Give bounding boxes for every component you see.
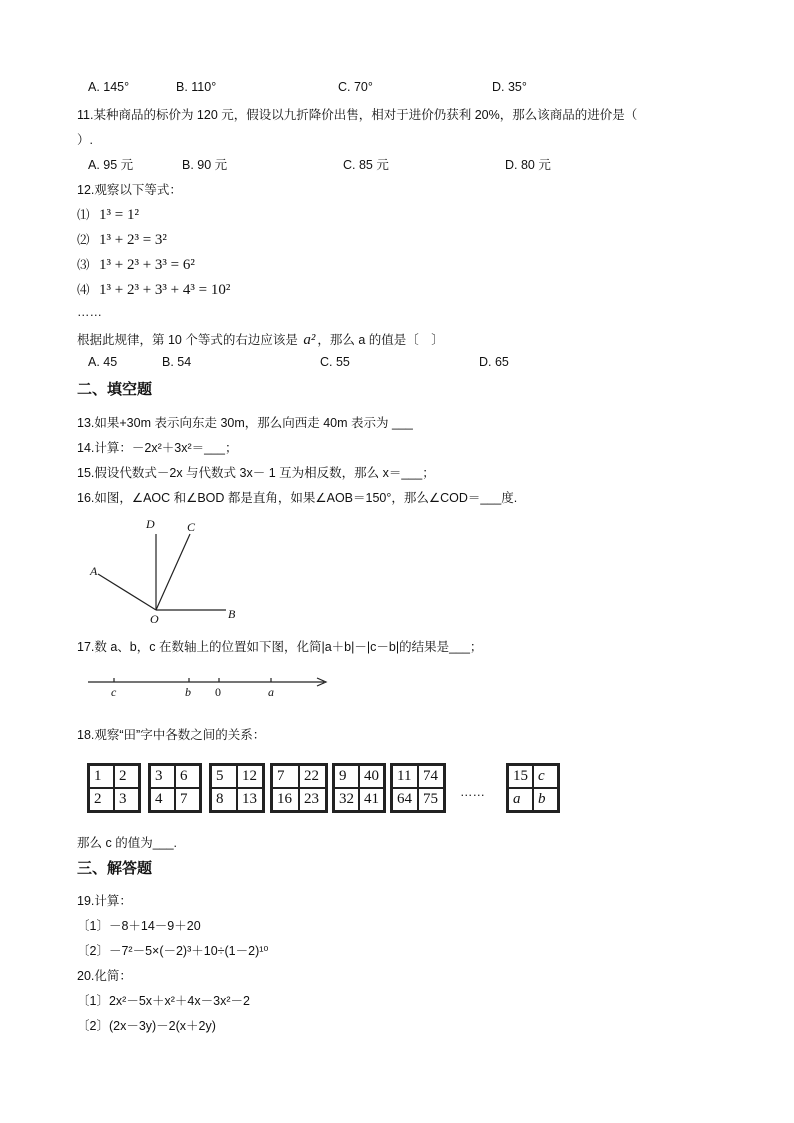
grid-cell: 11 [392, 765, 418, 788]
q12-item-2 [77, 230, 167, 249]
label-o: O [150, 612, 159, 626]
grid-cell: 9 [334, 765, 359, 788]
q10-option-d: D. 35° [492, 80, 527, 94]
q12-item-expr: 1³ + 2³ = 3² [99, 232, 167, 248]
q12-item-label: ⑴ [77, 208, 90, 222]
grid-cell: 8 [211, 788, 237, 811]
grid-cell: 75 [418, 788, 444, 811]
grid-cell: 12 [237, 765, 263, 788]
grid-cell: 6 [175, 765, 200, 788]
label-c: c [111, 685, 117, 699]
q10-option-a: A. 145° [88, 80, 130, 94]
q12-dots: …… [77, 305, 102, 319]
label-zero: 0 [215, 685, 221, 699]
label-b: B [228, 607, 236, 621]
label-c: C [187, 520, 196, 534]
q11-stem-line1: 11.某种商品的标价为 120 元，假设以九折降价出售，相对于进价仍获利 20%，那么该商品的进价是（ [77, 108, 638, 122]
grid-cell: 16 [272, 788, 299, 811]
q11-option-c: C. 85 元 [343, 158, 389, 172]
q13-text: 13.如果+30m 表示向东走 30m，那么向西走 40m 表示为 ___ [77, 416, 413, 430]
grid-cell: 32 [334, 788, 359, 811]
tian-grid-6 [390, 763, 446, 813]
q12-option-a: A. 45 [88, 355, 118, 369]
q10-option-b: B. 110° [176, 80, 217, 94]
q16-text: 16.如图，∠AOC 和∠BOD 都是直角，如果∠AOB＝150°，那么∠COD＝___度. [77, 491, 518, 505]
q20-stem: 20.化简： [77, 969, 132, 983]
ray-oc [156, 534, 190, 610]
q18-answer: 那么 c 的值为___. [77, 836, 178, 850]
q12-item-label: ⑷ [77, 283, 90, 297]
grid-cell: 41 [359, 788, 384, 811]
q12-option-b: B. 54 [162, 355, 192, 369]
grid-cell-a: a [508, 788, 533, 811]
q12-option-d: D. 65 [479, 355, 509, 369]
tian-grid-5 [332, 763, 386, 813]
label-d: D [146, 517, 155, 531]
q18-dots: …… [460, 785, 485, 799]
q12-item-3 [77, 255, 195, 274]
q12-item-label: ⑵ [77, 233, 90, 247]
grid-cell: 64 [392, 788, 418, 811]
q12-question [77, 330, 444, 349]
q12-question-post: ，那么 a 的值是〔 〕 [317, 333, 444, 347]
grid-cell: 4 [150, 788, 175, 811]
tian-grid-3 [209, 763, 265, 813]
grid-cell: 2 [114, 765, 139, 788]
q15-text: 15.假设代数式－2x 与代数式 3x－ 1 互为相反数，那么 x＝___； [77, 466, 435, 480]
q12-stem: 12.观察以下等式： [77, 183, 182, 197]
q12-item-label: ⑶ [77, 258, 90, 272]
tian-grid-last [506, 763, 560, 813]
q11-option-a: A. 95 元 [88, 158, 134, 172]
ray-oa [98, 574, 156, 610]
q12-item-1 [77, 205, 139, 224]
q12-option-c: C. 55 [320, 355, 350, 369]
q19-part1: 〔1〕－8＋14－9＋20 [77, 919, 201, 933]
q16-angle-figure [84, 514, 244, 629]
grid-cell: 22 [299, 765, 326, 788]
label-a: A [90, 564, 98, 578]
grid-cell: 2 [89, 788, 114, 811]
grid-cell: 3 [150, 765, 175, 788]
grid-cell: 15 [508, 765, 533, 788]
grid-cell: 3 [114, 788, 139, 811]
tian-grid-1 [87, 763, 141, 813]
grid-cell-c: c [533, 765, 558, 788]
grid-cell: 40 [359, 765, 384, 788]
grid-cell-b: b [533, 788, 558, 811]
q11-option-b: B. 90 元 [182, 158, 228, 172]
q12-item-expr: 1³ + 2³ + 3³ = 6² [99, 257, 195, 273]
q11-option-d: D. 80 元 [505, 158, 551, 172]
q19-part2: 〔2〕－7²－5×(－2)³＋10÷(1－2)¹⁰ [77, 944, 269, 958]
q17-text: 17.数 a、b，c 在数轴上的位置如下图，化简|a＋b|－|c－b|的结果是___； [77, 640, 483, 654]
q10-option-c: C. 70° [338, 80, 373, 94]
grid-cell: 7 [175, 788, 200, 811]
tian-grid-4 [270, 763, 328, 813]
grid-cell: 1 [89, 765, 114, 788]
q14-text: 14.计算：－2x²＋3x²＝___； [77, 441, 238, 455]
q12-question-math: a² [303, 332, 316, 348]
grid-cell: 74 [418, 765, 444, 788]
q12-item-4 [77, 280, 230, 299]
q18-text: 18.观察“田”字中各数之间的关系： [77, 728, 266, 742]
q17-number-line [84, 670, 334, 700]
q12-question-pre: 根据此规律，第 10 个等式的右边应该是 [77, 333, 298, 347]
q20-part1: 〔1〕2x²－5x＋x²＋4x－3x²－2 [77, 994, 250, 1008]
q20-part2: 〔2〕(2x－3y)－2(x＋2y) [77, 1019, 216, 1033]
grid-cell: 5 [211, 765, 237, 788]
q19-stem: 19.计算： [77, 894, 132, 908]
q12-item-expr: 1³ + 2³ + 3³ + 4³ = 10² [99, 282, 231, 298]
grid-cell: 13 [237, 788, 263, 811]
label-a: a [268, 685, 274, 699]
grid-cell: 23 [299, 788, 326, 811]
q12-item-expr: 1³ = 1² [99, 207, 139, 223]
label-b: b [185, 685, 191, 699]
tian-grid-2 [148, 763, 202, 813]
q11-stem-line2: ）. [77, 133, 93, 147]
grid-cell: 7 [272, 765, 299, 788]
section-solve-heading: 三、解答题 [77, 860, 153, 877]
section-fill-in-heading: 二、填空题 [77, 381, 153, 398]
